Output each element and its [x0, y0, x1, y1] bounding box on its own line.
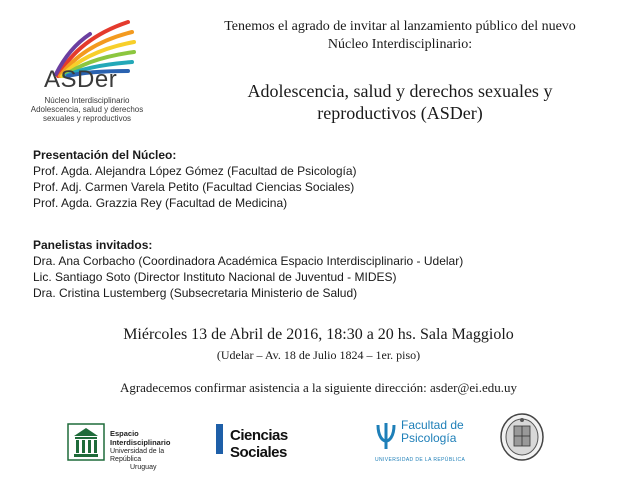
logo-name: ASDer	[44, 66, 118, 93]
section-heading: Presentación del Núcleo:	[33, 148, 177, 162]
ei-line: Universidad de la República	[110, 448, 165, 463]
logo-sub-line: sexuales y reproductivos	[42, 114, 132, 123]
title-line: Adolescencia, salud y derechos sexuales y	[247, 81, 553, 101]
fp-text	[401, 419, 464, 445]
fp-line: Psicología	[401, 431, 457, 445]
fp-university: UNIVERSIDAD DE LA REPÚBLICA	[375, 457, 466, 463]
presentation-section	[33, 147, 357, 211]
rsvp-text: Agradecemos confirmar asistencia a la siguiente dirección: asder@ei.edu.uy	[119, 380, 518, 395]
psi-symbol-icon	[375, 421, 397, 451]
list-item: Prof. Agda. Alejandra López Gómez (Facultad de Psicología)	[33, 164, 357, 178]
list-item: Dra. Ana Corbacho (Coordinadora Académica Espacio Interdisciplinario - Udelar)	[33, 254, 464, 268]
psicologia-logo	[375, 415, 475, 465]
event-place: (Udelar – Av. 18 de Julio 1824 – 1er. piso)	[216, 348, 421, 362]
ei-logo	[66, 422, 196, 471]
panel-section	[33, 237, 463, 301]
ei-text	[110, 430, 196, 472]
list-item: Lic. Santiago Soto (Director Instituto Nacional de Juventud - MIDES)	[33, 270, 397, 284]
logo-sub-line: Núcleo Interdisciplinario	[44, 96, 130, 105]
event-date: Miércoles 13 de Abril de 2016, 18:30 a 20 hs. Sala Maggiolo	[123, 326, 514, 343]
logo-sub-line: Adolescencia, salud y derechos	[30, 105, 144, 114]
event-title	[180, 80, 620, 124]
list-item: Dra. Cristina Lustemberg (Subsecretaria Ministerio de Salud)	[33, 286, 358, 300]
seal-graphic	[499, 412, 545, 462]
cs-text: Ciencias Sociales	[230, 427, 288, 461]
title-line: reproductivos (ASDer)	[317, 103, 483, 123]
list-item: Prof. Agda. Grazzia Rey (Facultad de Medicina)	[33, 196, 288, 210]
ei-building-icon	[66, 422, 106, 462]
asder-logo	[28, 14, 168, 124]
intro-line: Núcleo Interdisciplinario:	[327, 37, 473, 52]
ei-line: Uruguay	[130, 464, 157, 471]
intro-text	[180, 18, 620, 54]
university-seal-icon	[499, 412, 545, 462]
fp-line: Facultad de	[401, 418, 464, 432]
list-item: Prof. Adj. Carmen Varela Petito (Facultad Ciencias Sociales)	[33, 180, 355, 194]
ei-line: Espacio Interdisciplinario	[110, 429, 171, 447]
intro-line: Tenemos el agrado de invitar al lanzamiento público del nuevo	[224, 19, 576, 34]
section-heading: Panelistas invitados:	[33, 238, 153, 252]
logo-subtitle	[22, 96, 152, 123]
ciencias-sociales-logo	[216, 424, 336, 461]
cs-bar-icon	[216, 424, 226, 454]
